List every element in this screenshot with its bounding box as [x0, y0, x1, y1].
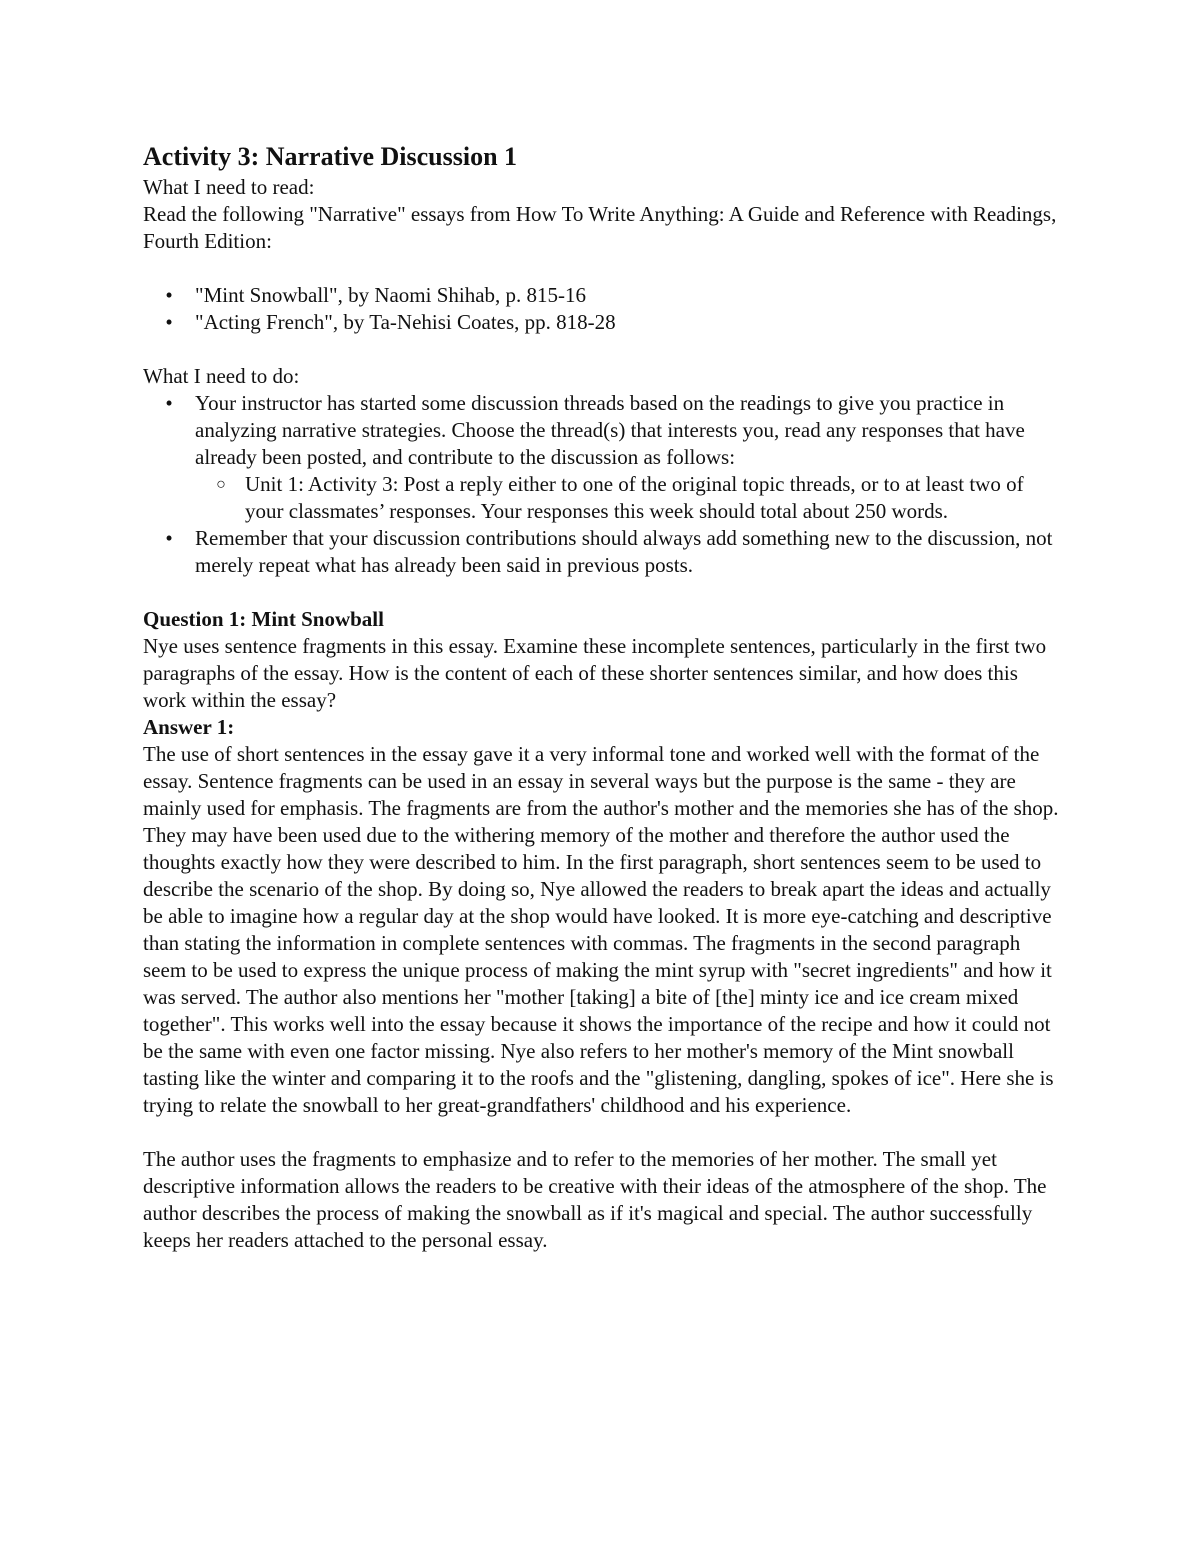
reading-item-text: "Acting French", by Ta-Nehisi Coates, pp. 818-28	[195, 310, 616, 334]
page-title: Activity 3: Narrative Discussion 1	[143, 142, 518, 171]
task-item-text: Your instructor has started some discussion threads based on the readings to give you practice in analyzing narrative strategies. Choose the thread(s) that interests you, read any responses that have already been posted, and contribute to the discussion as follows:	[195, 391, 1025, 469]
spacer	[143, 579, 1063, 606]
reading-list-item	[143, 309, 1063, 336]
answer-heading: Answer 1:	[143, 715, 235, 739]
task-list-item	[143, 390, 1063, 525]
bullet-icon: •	[165, 283, 173, 307]
spacer	[143, 336, 1063, 363]
task-list	[143, 390, 1063, 579]
spacer	[143, 255, 1063, 282]
read-heading: What I need to read:	[143, 175, 315, 199]
bullet-icon: •	[165, 526, 173, 550]
question-heading: Question 1: Mint Snowball	[143, 607, 384, 631]
read-intro: Read the following "Narrative" essays from How To Write Anything: A Guide and Reference with Readings, Fourth Edition:	[143, 202, 1057, 253]
reading-list	[143, 282, 1063, 336]
spacer	[143, 1119, 1063, 1146]
answer-paragraph: The author uses the fragments to emphasize and to refer to the memories of her mother. The small yet descriptive information allows the readers to be creative with their ideas of the atmosphere of the shop. The author describes the process of making the snowball as if it's magical and special. The author successfully keeps her readers attached to the personal essay.	[143, 1147, 1047, 1252]
reading-list-item	[143, 282, 1063, 309]
task-sub-item-text: Unit 1: Activity 3: Post a reply either to one of the original topic threads, or to at least two of your classmates’ responses. Your responses this week should total about 250 words.	[245, 472, 1024, 523]
question-text: Nye uses sentence fragments in this essay. Examine these incomplete sentences, particularly in the first two paragraphs of the essay. How is the content of each of these shorter sentences similar, and how does this work within the essay?	[143, 634, 1047, 712]
task-item-text: Remember that your discussion contributions should always add something new to the discussion, not merely repeat what has already been said in previous posts.	[195, 526, 1053, 577]
bullet-icon: •	[165, 310, 173, 334]
task-sub-item	[195, 471, 1063, 525]
bullet-icon: •	[165, 391, 173, 415]
circle-bullet-icon: ○	[216, 476, 226, 493]
task-sub-list	[195, 471, 1063, 525]
task-list-item	[143, 525, 1063, 579]
answer-paragraph: The use of short sentences in the essay gave it a very informal tone and worked well with the format of the essay. Sentence fragments can be used in an essay in several ways but the purpose is the same - they are mainly used for emphasis. The fragments are from the author's mother and the memories she has of the shop. They may have been used due to the withering memory of the mother and therefore the author used the thoughts exactly how they were described to him. In the first paragraph, short sentences seem to be used to describe the scenario of the shop. By doing so, Nye allowed the readers to break apart the ideas and actually be able to imagine how a regular day at the shop would have looked. It is more eye-catching and descriptive than stating the information in complete sentences with commas. The fragments in the second paragraph seem to be used to express the unique process of making the mint syrup with "secret ingredients" and how it was served. The author also mentions her "mother [taking] a bite of [the] minty ice and ice cream mixed together". This works well into the essay because it shows the importance of the recipe and how it could not be the same with even one factor missing. Nye also refers to her mother's memory of the Mint snowball tasting like the winter and comparing it to the roofs and the "glistening, dangling, spokes of ice". Here she is trying to relate the snowball to her great-grandfathers' childhood and his experience.	[143, 742, 1059, 1117]
document-page	[143, 140, 1063, 1254]
reading-item-text: "Mint Snowball", by Naomi Shihab, p. 815-16	[195, 283, 587, 307]
do-heading: What I need to do:	[143, 364, 300, 388]
